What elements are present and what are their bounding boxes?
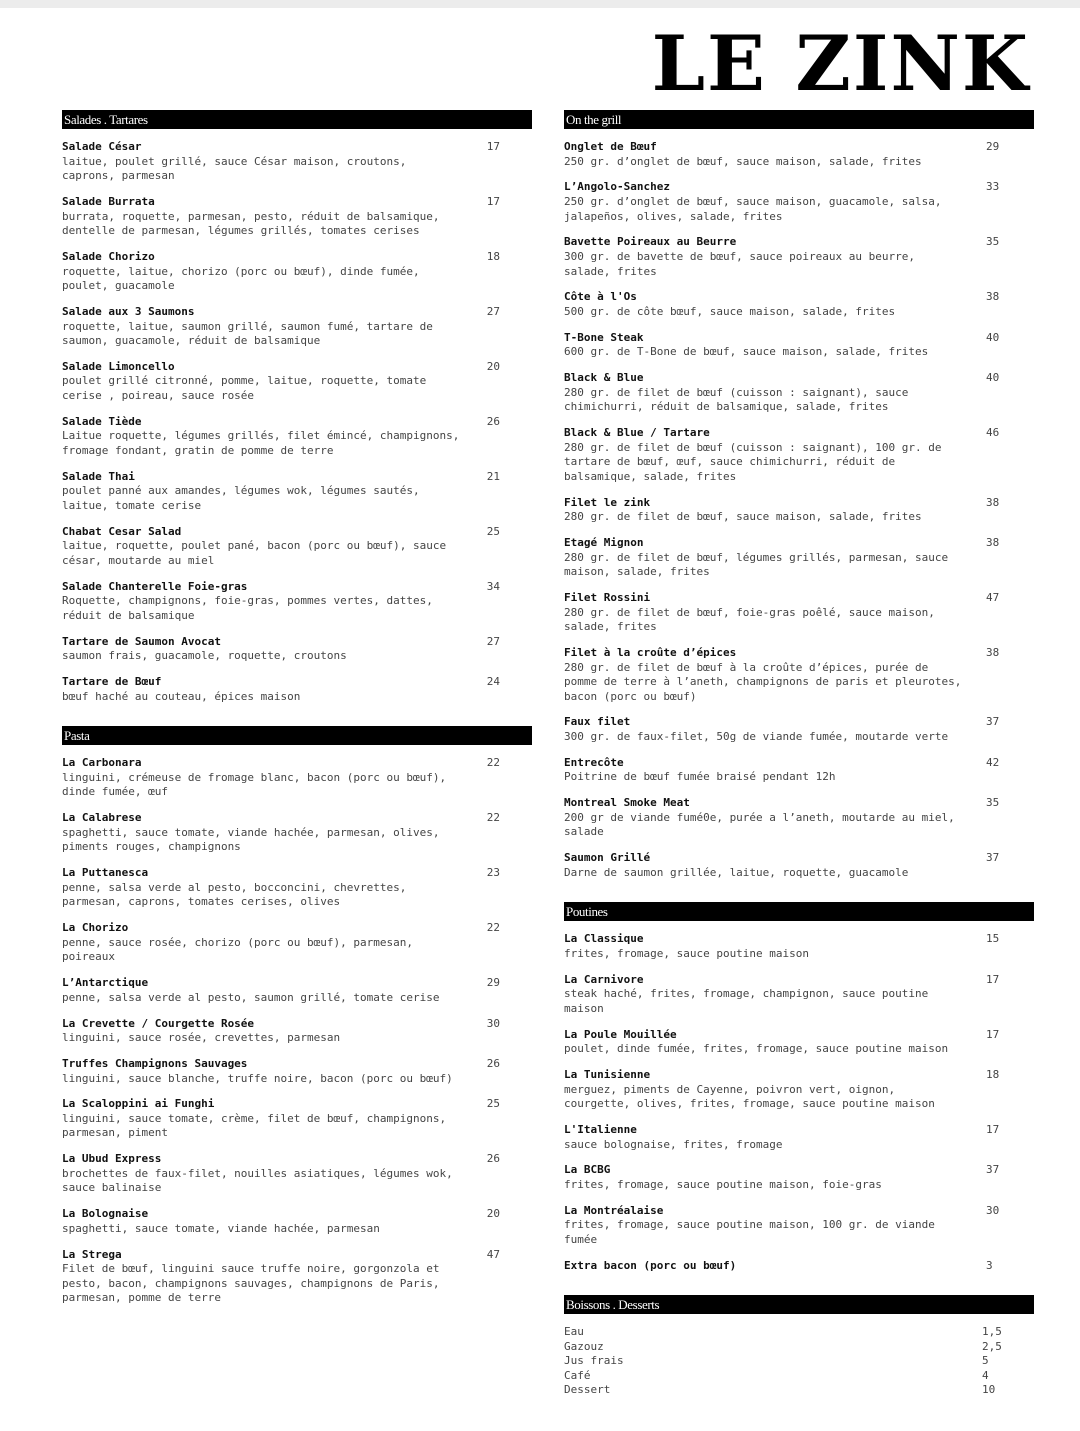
item-name: La Scaloppini ai Funghi xyxy=(62,1097,215,1111)
item-name: Faux filet xyxy=(564,715,631,729)
menu-item xyxy=(564,1259,1034,1274)
section-title: Poutines xyxy=(564,902,1034,921)
item-name: Onglet de Bœuf xyxy=(564,140,657,153)
menu-item xyxy=(62,675,532,704)
drink-price: 10 xyxy=(982,1383,996,1396)
item-name: L’Antarctique xyxy=(62,976,149,990)
drink-name: Jus frais xyxy=(564,1354,624,1368)
section-salades xyxy=(62,110,532,704)
item-list xyxy=(564,140,1034,880)
item-price: 38 xyxy=(986,535,1000,549)
item-description: frites, fromage, sauce poutine maison, 100 gr. de viande fumée xyxy=(564,1218,935,1246)
menu-item xyxy=(62,195,532,239)
item-description: linguini, sauce blanche, truffe noire, bacon (porc ou bœuf) xyxy=(62,1071,453,1085)
item-name: La Classique xyxy=(564,932,644,946)
item-name: Etagé Mignon xyxy=(564,535,644,549)
section-title: Boissons . Desserts xyxy=(564,1295,1034,1314)
menu-item xyxy=(62,525,532,569)
item-name: Salade Tiède xyxy=(62,414,142,428)
item-description: 280 gr. de filet de bœuf (cuisson : saignant), sauce chimichurri, réduit de balsamique, salade, frites xyxy=(564,385,909,414)
drink-name: Gazouz xyxy=(564,1339,604,1353)
menu-item xyxy=(564,235,1034,279)
item-list xyxy=(564,1325,1034,1397)
item-price: 26 xyxy=(486,1056,500,1070)
item-price: 22 xyxy=(486,921,500,935)
item-price: 40 xyxy=(986,371,1000,385)
menu-item xyxy=(564,1068,1034,1112)
item-name: Tartare de Bœuf xyxy=(62,675,162,689)
item-description: brochettes de faux-filet, nouilles asiatiques, légumes wok, sauce balinaise xyxy=(62,1166,453,1195)
item-description: frites, fromage, sauce poutine maison xyxy=(564,946,810,960)
item-price: 20 xyxy=(486,359,500,373)
item-description: Poitrine de bœuf fumée braisé pendant 12h xyxy=(564,770,836,784)
menu-item xyxy=(564,591,1034,635)
menu-item xyxy=(62,1207,532,1236)
item-price: 37 xyxy=(986,1163,1000,1177)
drink-row xyxy=(564,1369,1034,1383)
item-description: 280 gr. de filet de bœuf, légumes grillés, parmesan, sauce maison, salade, frites xyxy=(564,550,949,579)
menu-item xyxy=(564,536,1034,580)
item-name: Entrecôte xyxy=(564,755,624,769)
menu-item xyxy=(564,646,1034,704)
item-description: 280 gr. de filet de bœuf (cuisson : saignant), 100 gr. de tartare de bœuf, œuf, sauce chimichurri, réduit de balsamique, salade, frites xyxy=(564,440,942,483)
item-description: linguini, crémeuse de fromage blanc, bacon (porc ou bœuf), dinde fumée, œuf xyxy=(62,770,447,799)
menu-item xyxy=(62,921,532,965)
section-grill xyxy=(564,110,1034,880)
item-price: 15 xyxy=(986,932,1000,946)
item-name: La Montréalaise xyxy=(564,1203,664,1217)
drink-price: 1,5 xyxy=(982,1325,1002,1339)
item-name: Extra bacon (porc ou bœuf) xyxy=(564,1258,737,1272)
item-description: Roquette, champignons, foie-gras, pommes vertes, dattes, réduit de balsamique xyxy=(62,594,433,622)
item-name: Chabat Cesar Salad xyxy=(62,524,182,538)
item-price: 17 xyxy=(986,972,1000,986)
item-price: 26 xyxy=(486,1152,500,1166)
menu-item xyxy=(62,1152,532,1196)
item-description: steak haché, frites, fromage, champignon, sauce poutine maison xyxy=(564,987,929,1015)
item-description: 200 gr de viande fumé0e, purée a l’aneth, moutarde au miel, salade xyxy=(564,810,955,839)
menu-item xyxy=(564,290,1034,319)
drink-price: 4 xyxy=(982,1368,989,1382)
item-name: La Crevette / Courgette Rosée xyxy=(62,1016,255,1030)
item-price: 17 xyxy=(486,140,500,153)
item-name: Black & Blue xyxy=(564,371,644,385)
menu-item xyxy=(62,1057,532,1086)
menu-item xyxy=(62,976,532,1005)
item-description: Darne de saumon grillée, laitue, roquette, guacamole xyxy=(564,865,909,879)
item-name: La Chorizo xyxy=(62,921,129,935)
item-name: Salade aux 3 Saumons xyxy=(62,304,195,318)
item-price: 25 xyxy=(486,524,500,538)
item-name: Truffes Champignons Sauvages xyxy=(62,1056,248,1070)
item-price: 47 xyxy=(986,590,1000,604)
item-price: 35 xyxy=(986,235,1000,249)
item-price: 25 xyxy=(486,1097,500,1111)
menu-item xyxy=(564,796,1034,840)
menu-item xyxy=(62,1017,532,1046)
menu-item xyxy=(62,756,532,800)
item-name: La Ubud Express xyxy=(62,1152,162,1166)
menu-item xyxy=(564,756,1034,785)
item-description: spaghetti, sauce tomate, viande hachée, parmesan, olives, piments rouges, champignons xyxy=(62,825,440,854)
menu-item xyxy=(62,305,532,349)
item-price: 22 xyxy=(486,811,500,825)
drink-row xyxy=(564,1354,1034,1368)
menu-item xyxy=(564,180,1034,224)
item-description: poulet, dinde fumée, frites, fromage, sauce poutine maison xyxy=(564,1042,949,1056)
item-description: linguini, sauce tomate, crème, filet de bœuf, champignons, parmesan, piment xyxy=(62,1111,447,1140)
item-name: Filet à la croûte d’épices xyxy=(564,645,737,659)
item-description: saumon frais, guacamole, roquette, croutons xyxy=(62,649,347,663)
menu-item xyxy=(62,415,532,459)
item-name: La Bolognaise xyxy=(62,1207,149,1221)
menu-item xyxy=(564,932,1034,961)
drink-name: Dessert xyxy=(564,1383,611,1396)
item-name: Montreal Smoke Meat xyxy=(564,796,690,810)
drink-name: Café xyxy=(564,1368,591,1382)
item-price: 38 xyxy=(986,290,1000,304)
item-description: 250 gr. d’onglet de bœuf, sauce maison, guacamole, salsa, jalapeños, olives, salade, frites xyxy=(564,194,942,223)
item-price: 18 xyxy=(486,249,500,263)
menu-item xyxy=(564,1123,1034,1152)
menu-item xyxy=(564,140,1034,169)
menu-item xyxy=(62,470,532,514)
item-name: La Carnivore xyxy=(564,972,644,986)
item-name: La Strega xyxy=(62,1247,122,1261)
restaurant-logo: LE ZINK xyxy=(651,19,1030,108)
menu-item xyxy=(564,1204,1034,1248)
item-name: Salade César xyxy=(62,140,142,153)
right-column xyxy=(564,110,1034,1419)
item-description: penne, sauce rosée, chorizo (porc ou bœuf), parmesan, poireaux xyxy=(62,935,413,964)
item-price: 22 xyxy=(486,756,500,770)
menu-item xyxy=(564,1028,1034,1057)
item-price: 20 xyxy=(486,1207,500,1221)
top-bar xyxy=(0,0,1080,8)
item-price: 38 xyxy=(986,645,1000,659)
item-description: 600 gr. de T-Bone de bœuf, sauce maison, salade, frites xyxy=(564,345,929,359)
item-description: sauce bolognaise, frites, fromage xyxy=(564,1137,783,1151)
item-description: laitue, poulet grillé, sauce César maison, croutons, caprons, parmesan xyxy=(62,154,407,183)
section-title: Pasta xyxy=(62,726,532,745)
item-price: 29 xyxy=(486,976,500,990)
menu-item xyxy=(564,973,1034,1017)
section-title: On the grill xyxy=(564,110,1034,129)
menu-item xyxy=(62,635,532,664)
item-description: frites, fromage, sauce poutine maison, foie-gras xyxy=(564,1178,882,1192)
menu-item xyxy=(62,1097,532,1141)
item-description: merguez, piments de Cayenne, poivron vert, oignon, courgette, olives, frites, fromage, sauce poutine maison xyxy=(564,1082,935,1111)
section-boissons xyxy=(564,1295,1034,1397)
item-price: 46 xyxy=(986,426,1000,440)
menu-item xyxy=(564,371,1034,415)
item-price: 42 xyxy=(986,755,1000,769)
item-name: La Poule Mouillée xyxy=(564,1027,677,1041)
item-price: 26 xyxy=(486,414,500,428)
item-description: 280 gr. de filet de bœuf à la croûte d’épices, purée de pomme de terre à l’aneth, champignons de paris et pleurotes, bacon (porc ou bœuf) xyxy=(564,660,962,703)
item-name: La Calabrese xyxy=(62,811,142,825)
item-price: 27 xyxy=(486,304,500,318)
item-description: burrata, roquette, parmesan, pesto, réduit de balsamique, dentelle de parmesan, légumes grillés, tomates cerises xyxy=(62,209,440,238)
section-poutines xyxy=(564,902,1034,1273)
item-price: 30 xyxy=(986,1203,1000,1217)
item-description: Filet de bœuf, linguini sauce truffe noire, gorgonzola et pesto, bacon, champignons sauvages, champignons de Paris, parmesan, pomme de terre xyxy=(62,1262,440,1305)
item-name: Salade Thai xyxy=(62,469,135,483)
drink-row xyxy=(564,1383,1034,1397)
drink-name: Eau xyxy=(564,1325,584,1339)
item-name: Tartare de Saumon Avocat xyxy=(62,634,221,648)
item-description: penne, salsa verde al pesto, bocconcini, chevrettes, parmesan, caprons, tomates cerises, olives xyxy=(62,880,407,909)
item-name: Côte à l'Os xyxy=(564,290,637,304)
left-column xyxy=(62,110,532,1328)
menu-item xyxy=(62,580,532,624)
menu-item xyxy=(564,715,1034,744)
item-list xyxy=(62,756,532,1306)
item-price: 21 xyxy=(486,469,500,483)
item-name: Salade Limoncello xyxy=(62,359,175,373)
item-price: 18 xyxy=(986,1068,1000,1082)
drink-price: 5 xyxy=(982,1354,989,1368)
item-description: 280 gr. de filet de bœuf, sauce maison, salade, frites xyxy=(564,510,922,524)
item-description: 280 gr. de filet de bœuf, foie-gras poêlé, sauce maison, salade, frites xyxy=(564,605,935,634)
item-price: 17 xyxy=(986,1123,1000,1137)
item-price: 37 xyxy=(986,715,1000,729)
section-title: Salades . Tartares xyxy=(62,110,532,129)
item-price: 29 xyxy=(986,140,1000,153)
item-name: La Tunisienne xyxy=(564,1068,651,1082)
item-description: poulet panné aux amandes, légumes wok, légumes sautés, laitue, tomate cerise xyxy=(62,484,420,512)
drink-price: 2,5 xyxy=(982,1339,1002,1353)
menu-item xyxy=(62,1248,532,1306)
item-description: spaghetti, sauce tomate, viande hachée, parmesan xyxy=(62,1221,380,1235)
item-description: roquette, laitue, chorizo (porc ou bœuf), dinde fumée, poulet, guacamole xyxy=(62,264,420,293)
item-name: La Carbonara xyxy=(62,756,142,770)
drink-row xyxy=(564,1340,1034,1354)
item-name: La BCBG xyxy=(564,1163,611,1177)
item-price: 27 xyxy=(486,634,500,648)
item-name: Black & Blue / Tartare xyxy=(564,426,710,440)
item-name: Filet le zink xyxy=(564,495,651,509)
menu-item xyxy=(62,250,532,294)
menu-item xyxy=(62,811,532,855)
item-name: Filet Rossini xyxy=(564,590,651,604)
menu-item xyxy=(564,331,1034,360)
item-description: 250 gr. d’onglet de bœuf, sauce maison, salade, frites xyxy=(564,154,922,168)
section-pasta xyxy=(62,726,532,1306)
item-description: 300 gr. de bavette de bœuf, sauce poireaux au beurre, salade, frites xyxy=(564,249,915,278)
item-name: Salade Chorizo xyxy=(62,249,155,263)
item-name: L’Angolo-Sanchez xyxy=(564,180,670,194)
item-description: Laitue roquette, légumes grillés, filet émincé, champignons, fromage fondant, gratin de pomme de terre xyxy=(62,429,460,458)
item-description: 300 gr. de faux-filet, 50g de viande fumée, moutarde verte xyxy=(564,730,949,744)
item-price: 37 xyxy=(986,851,1000,865)
item-name: L'Italienne xyxy=(564,1123,637,1137)
menu-item xyxy=(564,1163,1034,1192)
item-name: La Puttanesca xyxy=(62,866,149,880)
item-list xyxy=(62,140,532,704)
item-price: 17 xyxy=(486,194,500,208)
item-name: Bavette Poireaux au Beurre xyxy=(564,235,737,249)
item-description: penne, salsa verde al pesto, saumon grillé, tomate cerise xyxy=(62,990,440,1004)
menu-item xyxy=(564,851,1034,880)
item-description: 500 gr. de côte bœuf, sauce maison, salade, frites xyxy=(564,304,896,318)
item-name: T-Bone Steak xyxy=(564,330,644,344)
menu-item xyxy=(62,360,532,404)
item-description: poulet grillé citronné, pomme, laitue, roquette, tomate cerise , poireau, sauce rosée xyxy=(62,374,427,403)
menu-item xyxy=(564,496,1034,525)
item-description: laitue, roquette, poulet pané, bacon (porc ou bœuf), sauce césar, moutarde au miel xyxy=(62,539,447,567)
item-price: 23 xyxy=(486,866,500,880)
item-description: linguini, sauce rosée, crevettes, parmesan xyxy=(62,1031,341,1045)
item-price: 34 xyxy=(486,579,500,593)
item-price: 40 xyxy=(986,330,1000,344)
item-name: Salade Burrata xyxy=(62,194,155,208)
item-price: 24 xyxy=(486,675,500,689)
item-description: bœuf haché au couteau, épices maison xyxy=(62,689,301,703)
drink-row xyxy=(564,1325,1034,1339)
menu-item xyxy=(62,866,532,910)
item-price: 33 xyxy=(986,180,1000,194)
item-price: 47 xyxy=(486,1247,500,1261)
item-price: 30 xyxy=(486,1016,500,1030)
menu-item xyxy=(62,140,532,184)
item-price: 38 xyxy=(986,495,1000,509)
item-list xyxy=(564,932,1034,1273)
menu-item xyxy=(564,426,1034,484)
item-name: Salade Chanterelle Foie-gras xyxy=(62,579,248,593)
item-price: 3 xyxy=(986,1258,993,1272)
item-description: roquette, laitue, saumon grillé, saumon fumé, tartare de saumon, guacamole, réduit de balsamique xyxy=(62,319,433,348)
item-price: 17 xyxy=(986,1027,1000,1041)
item-price: 35 xyxy=(986,796,1000,810)
item-name: Saumon Grillé xyxy=(564,851,651,865)
